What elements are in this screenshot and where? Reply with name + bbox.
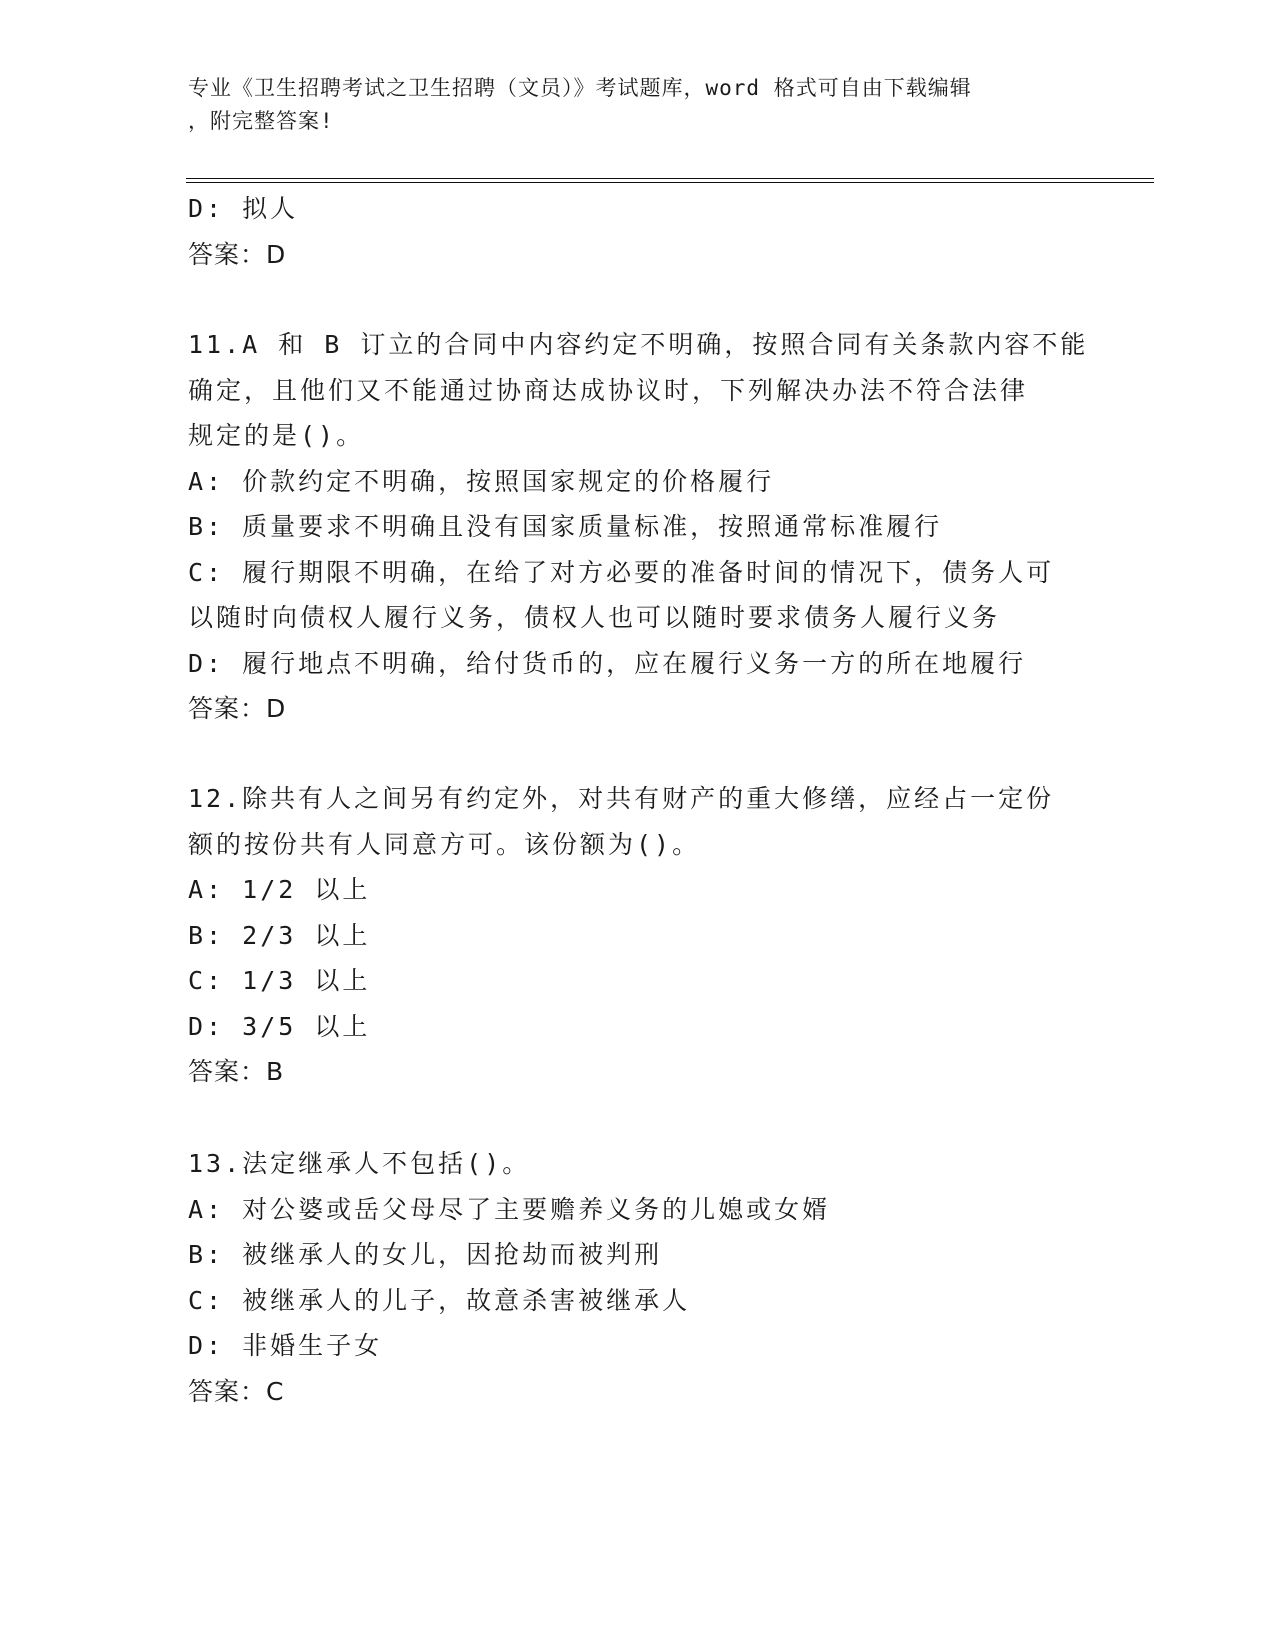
option-d: D: 履行地点不明确，给付货币的，应在履行义务一方的所在地履行	[188, 648, 1027, 678]
question-12	[188, 776, 1088, 1095]
answer-label: 答案：D	[188, 694, 287, 723]
option-a: A: 价款约定不明确，按照国家规定的价格履行	[188, 466, 775, 496]
question-stem-line: 额的按份共有人同意方可。该份额为()。	[188, 829, 701, 859]
option-d: D: 拟人	[188, 194, 299, 223]
header-divider-top	[186, 178, 1154, 179]
answer-label: 答案：C	[188, 1376, 285, 1406]
option-b: B: 2/3 以上	[188, 920, 371, 950]
question-10-tail	[188, 186, 1088, 277]
option-a: A: 对公婆或岳父母尽了主要赡养义务的儿媳或女婿	[188, 1194, 831, 1224]
question-stem-line: 确定，且他们又不能通过协商达成协议时，下列解决办法不符合法律	[188, 375, 1029, 405]
header-line-2: ，附完整答案!	[188, 109, 334, 133]
header-divider-bottom	[186, 182, 1154, 183]
question-stem-line: 13.法定继承人不包括()。	[188, 1149, 531, 1178]
question-13	[188, 1141, 1088, 1414]
question-11	[188, 322, 1088, 732]
question-stem-line: 12.除共有人之间另有约定外，对共有财产的重大修缮，应经占一定份	[188, 784, 1055, 813]
option-c-line-1: C: 履行期限不明确，在给了对方必要的准备时间的情况下，债务人可	[188, 557, 1055, 587]
question-stem-line: 规定的是()。	[188, 421, 365, 450]
option-b: B: 被继承人的女儿，因抢劫而被判刑	[188, 1240, 663, 1269]
answer-label: 答案：B	[188, 1057, 285, 1086]
option-d: D: 非婚生子女	[188, 1331, 383, 1360]
option-c-line-2: 以随时向债权人履行义务，债权人也可以随时要求债务人履行义务	[188, 603, 1001, 632]
question-stem-line: 11.A 和 B 订立的合同中内容约定不明确，按照合同有关条款内容不能	[188, 330, 1089, 359]
document-header	[188, 72, 1068, 138]
option-c: C: 1/3 以上	[188, 966, 371, 995]
option-b: B: 质量要求不明确且没有国家质量标准，按照通常标准履行	[188, 512, 943, 541]
answer-label: 答案：D	[188, 239, 287, 269]
option-d: D: 3/5 以上	[188, 1011, 371, 1041]
option-a: A: 1/2 以上	[188, 875, 371, 904]
header-line-1: 专业《卫生招聘考试之卫生招聘（文员）》考试题库，word 格式可自由下载编辑	[188, 76, 972, 100]
option-c: C: 被继承人的儿子，故意杀害被继承人	[188, 1285, 691, 1315]
